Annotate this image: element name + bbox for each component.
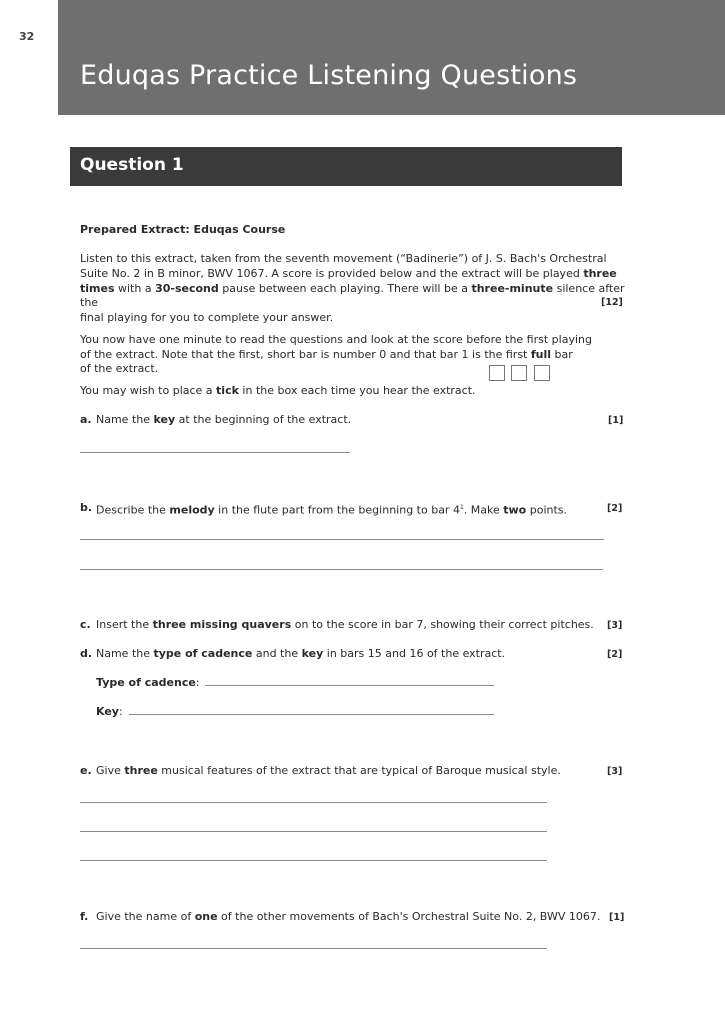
tick-box-2[interactable] [511,365,527,381]
part-f-letter: f. [80,910,89,923]
answer-line-f[interactable] [80,948,547,949]
part-e-question [96,763,561,778]
key-label [96,704,123,719]
text-span: silence after [553,282,625,295]
instructions-line-1: You now have one minute to read the questions and look at the score before the first playing [80,333,592,346]
superscript: 1 [459,504,464,511]
text-span: in the flute part from the beginning to bar 4 [214,503,460,517]
bold-span: three [583,267,617,280]
bold-span: key [301,647,324,660]
bold-span: key [153,413,176,426]
cadence-label [96,675,200,690]
part-e-marks: [3] [607,766,623,777]
part-c-question [96,617,594,632]
text-span: of the extract. Note that the first, short bar is number 0 and that bar 1 is the first [80,348,531,361]
text-span: : [195,676,200,689]
page-title: Eduqas Practice Listening Questions [80,60,578,91]
answer-line-e-3[interactable] [80,860,547,861]
cadence-answer-line[interactable] [205,685,494,686]
bold-span: three [124,764,158,777]
key-answer-line[interactable] [129,714,494,715]
text-span: bar [551,348,573,361]
part-a-letter: a. [80,413,92,426]
text-span: Give the name of [96,910,195,923]
total-marks: [12] [601,297,623,308]
bold-span: three-minute [471,282,554,295]
part-b-letter: b. [80,501,93,514]
part-e-letter: e. [80,764,92,777]
bold-span: melody [169,503,215,517]
intro-line-2 [80,266,617,281]
answer-line-a[interactable] [80,452,350,453]
answer-line-b-2[interactable] [80,569,603,570]
bold-span: Type of cadence [96,676,196,689]
text-span: of the other movements of Bach's Orchestral Suite No. 2, BWV 1067. [217,910,601,923]
text-span: with a [114,282,156,295]
part-d-letter: d. [80,647,93,660]
tick-box-1[interactable] [489,365,505,381]
intro-line-1: Listen to this extract, taken from the seventh movement (“Badinerie”) of J. S. Bach's Orchestral [80,252,607,265]
part-f-question [96,909,600,924]
bold-span: times [80,282,115,295]
bold-span: full [530,348,552,361]
tick-instruction [80,383,476,398]
text-span: points. [526,503,568,517]
text-span: Insert the [96,618,153,631]
bold-span: Key [96,705,119,718]
text-span: Describe the [96,503,170,517]
text-span: musical features of the extract that are typical of Baroque musical style. [157,764,561,777]
text-span: Suite No. 2 in B minor, BWV 1067. A score is provided below and the extract will be played [80,267,584,280]
bold-span: type of cadence [153,647,253,660]
text-span: . Make [463,503,504,517]
bold-span: two [503,503,527,517]
header-band [58,0,725,115]
text-span: : [118,705,123,718]
text-span: at the beginning of the extract. [175,413,352,426]
intro-line-4: the [80,296,99,309]
part-a-marks: [1] [608,415,624,426]
instructions-line-3: of the extract. [80,362,159,375]
part-b-question [96,500,567,518]
question-title: Question 1 [80,155,184,175]
answer-line-e-2[interactable] [80,831,547,832]
answer-line-b-1[interactable] [80,539,604,540]
instructions-line-2 [80,347,573,362]
part-a-question [96,412,351,427]
part-d-marks: [2] [607,649,623,660]
text-span: pause between each playing. There will be a [218,282,472,295]
part-c-marks: [3] [607,620,623,631]
intro-line-3 [80,281,625,296]
answer-line-e-1[interactable] [80,802,547,803]
text-span: Name the [96,647,154,660]
text-span: and the [252,647,302,660]
bold-span: tick [216,384,239,397]
text-span: in bars 15 and 16 of the extract. [323,647,506,660]
part-c-letter: c. [80,618,91,631]
bold-span: 30-second [155,282,219,295]
text-span: in the box each time you hear the extract. [238,384,476,397]
text-span: You may wish to place a [80,384,217,397]
part-d-question [96,646,505,661]
page-number: 32 [19,30,35,43]
text-span: on to the score in bar 7, showing their correct pitches. [291,618,594,631]
part-b-marks: [2] [607,503,623,514]
part-f-marks: [1] [609,912,625,923]
tick-box-3[interactable] [534,365,550,381]
bold-span: three missing quavers [152,618,292,631]
intro-line-5: final playing for you to complete your answer. [80,311,334,324]
text-span: Name the [96,413,154,426]
prepared-extract-label: Prepared Extract: Eduqas Course [80,223,286,236]
text-span: Give [96,764,125,777]
bold-span: one [194,910,218,923]
